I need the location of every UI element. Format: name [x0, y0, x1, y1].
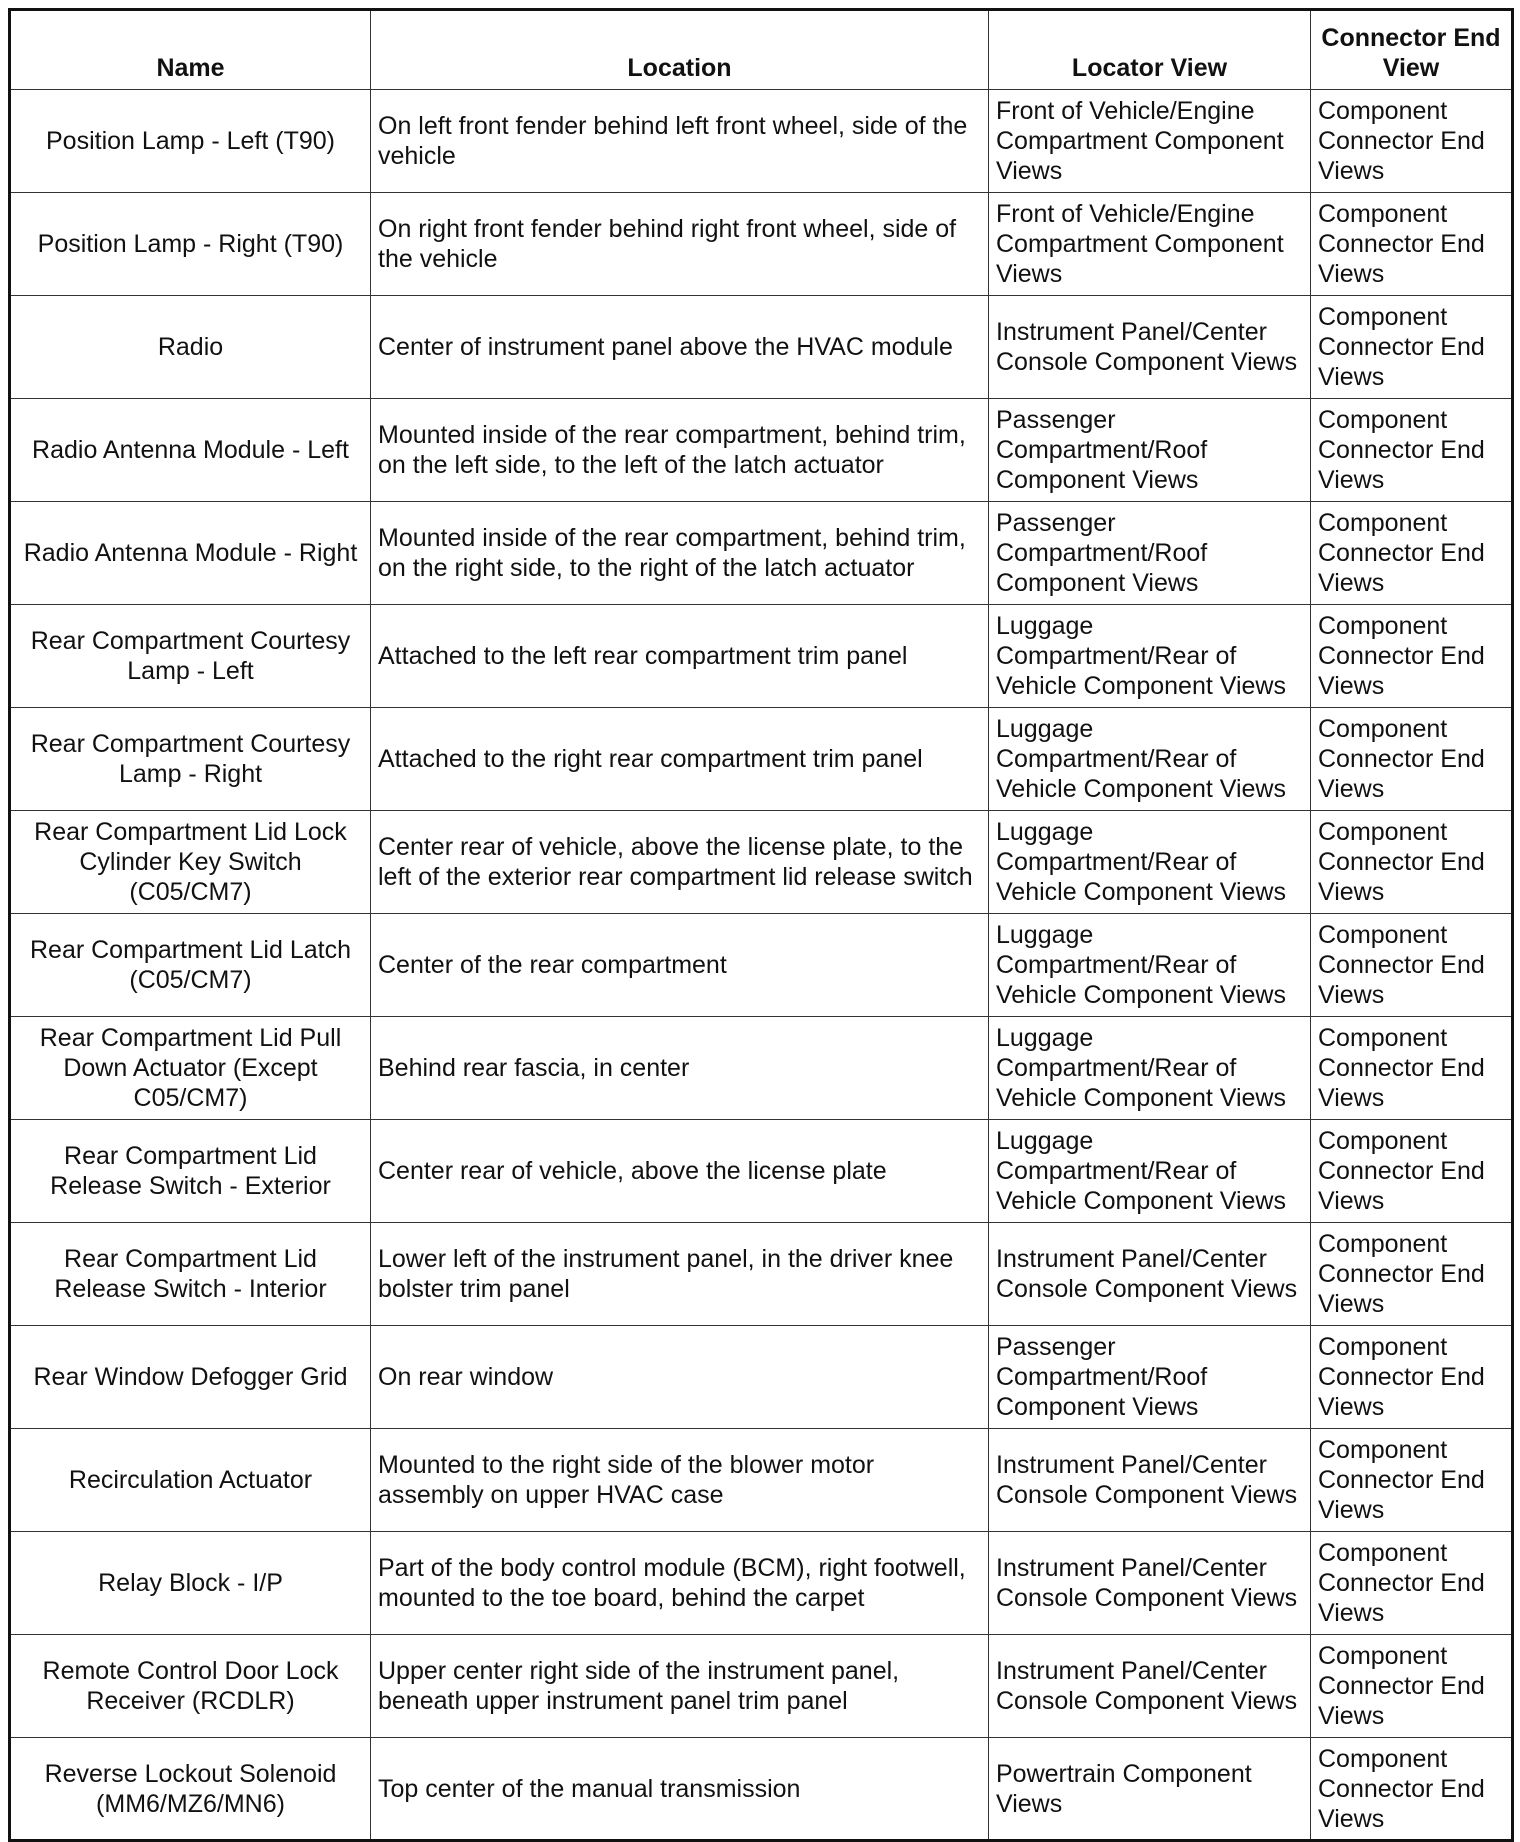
cell-connector-end-view: Component Connector End Views — [1311, 1429, 1513, 1532]
cell-connector-end-view: Component Connector End Views — [1311, 605, 1513, 708]
cell-name: Relay Block - I/P — [10, 1532, 371, 1635]
cell-location: Mounted to the right side of the blower motor assembly on upper HVAC case — [371, 1429, 989, 1532]
cell-connector-end-view: Component Connector End Views — [1311, 193, 1513, 296]
cell-locator-view: Powertrain Component Views — [989, 1738, 1311, 1841]
cell-name: Position Lamp - Right (T90) — [10, 193, 371, 296]
cell-location: Center rear of vehicle, above the license plate — [371, 1120, 989, 1223]
cell-connector-end-view: Component Connector End Views — [1311, 1120, 1513, 1223]
cell-location: Attached to the left rear compartment trim panel — [371, 605, 989, 708]
cell-connector-end-view: Component Connector End Views — [1311, 1738, 1513, 1841]
cell-name: Recirculation Actuator — [10, 1429, 371, 1532]
cell-name: Radio Antenna Module - Right — [10, 502, 371, 605]
cell-location: Top center of the manual transmission — [371, 1738, 989, 1841]
cell-location: On left front fender behind left front wheel, side of the vehicle — [371, 90, 989, 193]
table-row — [10, 914, 1513, 1017]
table-row — [10, 811, 1513, 914]
header-locator-view: Locator View — [989, 10, 1311, 90]
cell-connector-end-view: Component Connector End Views — [1311, 1635, 1513, 1738]
cell-name: Rear Compartment Lid Release Switch - Exterior — [10, 1120, 371, 1223]
cell-location: Mounted inside of the rear compartment, behind trim, on the right side, to the right of the latch actuator — [371, 502, 989, 605]
table-row — [10, 1017, 1513, 1120]
cell-connector-end-view: Component Connector End Views — [1311, 1326, 1513, 1429]
cell-location: Part of the body control module (BCM), right footwell, mounted to the toe board, behind the carpet — [371, 1532, 989, 1635]
cell-location: Mounted inside of the rear compartment, behind trim, on the left side, to the left of the latch actuator — [371, 399, 989, 502]
table-row — [10, 1120, 1513, 1223]
cell-locator-view: Instrument Panel/Center Console Component Views — [989, 1429, 1311, 1532]
component-locator-table — [8, 8, 1514, 1842]
header-connector-end-view: Connector End View — [1311, 10, 1513, 90]
cell-location: Center of the rear compartment — [371, 914, 989, 1017]
cell-locator-view: Passenger Compartment/Roof Component Views — [989, 502, 1311, 605]
cell-locator-view: Instrument Panel/Center Console Component Views — [989, 1223, 1311, 1326]
cell-location: Center rear of vehicle, above the license plate, to the left of the exterior rear compartment lid release switch — [371, 811, 989, 914]
cell-locator-view: Luggage Compartment/Rear of Vehicle Component Views — [989, 605, 1311, 708]
table-row — [10, 1429, 1513, 1532]
cell-connector-end-view: Component Connector End Views — [1311, 90, 1513, 193]
table-row — [10, 605, 1513, 708]
cell-name: Rear Compartment Lid Lock Cylinder Key Switch (C05/CM7) — [10, 811, 371, 914]
cell-connector-end-view: Component Connector End Views — [1311, 399, 1513, 502]
cell-locator-view: Instrument Panel/Center Console Component Views — [989, 296, 1311, 399]
cell-name: Rear Compartment Lid Latch (C05/CM7) — [10, 914, 371, 1017]
cell-connector-end-view: Component Connector End Views — [1311, 708, 1513, 811]
table-row — [10, 708, 1513, 811]
table-row — [10, 90, 1513, 193]
cell-locator-view: Instrument Panel/Center Console Component Views — [989, 1635, 1311, 1738]
header-row — [10, 10, 1513, 90]
cell-name: Radio — [10, 296, 371, 399]
cell-connector-end-view: Component Connector End Views — [1311, 1017, 1513, 1120]
cell-locator-view: Luggage Compartment/Rear of Vehicle Component Views — [989, 1120, 1311, 1223]
cell-locator-view: Passenger Compartment/Roof Component Views — [989, 399, 1311, 502]
cell-locator-view: Passenger Compartment/Roof Component Views — [989, 1326, 1311, 1429]
cell-locator-view: Front of Vehicle/Engine Compartment Component Views — [989, 193, 1311, 296]
cell-locator-view: Front of Vehicle/Engine Compartment Component Views — [989, 90, 1311, 193]
cell-name: Remote Control Door Lock Receiver (RCDLR) — [10, 1635, 371, 1738]
cell-location: Behind rear fascia, in center — [371, 1017, 989, 1120]
cell-location: On right front fender behind right front wheel, side of the vehicle — [371, 193, 989, 296]
cell-name: Radio Antenna Module - Left — [10, 399, 371, 502]
cell-connector-end-view: Component Connector End Views — [1311, 296, 1513, 399]
cell-location: Attached to the right rear compartment trim panel — [371, 708, 989, 811]
table-row — [10, 1326, 1513, 1429]
cell-location: Center of instrument panel above the HVAC module — [371, 296, 989, 399]
cell-name: Position Lamp - Left (T90) — [10, 90, 371, 193]
cell-name: Rear Window Defogger Grid — [10, 1326, 371, 1429]
table-row — [10, 1635, 1513, 1738]
cell-connector-end-view: Component Connector End Views — [1311, 914, 1513, 1017]
cell-locator-view: Instrument Panel/Center Console Component Views — [989, 1532, 1311, 1635]
cell-name: Rear Compartment Courtesy Lamp - Left — [10, 605, 371, 708]
cell-name: Rear Compartment Courtesy Lamp - Right — [10, 708, 371, 811]
header-location: Location — [371, 10, 989, 90]
table-row — [10, 1738, 1513, 1841]
cell-location: Lower left of the instrument panel, in the driver knee bolster trim panel — [371, 1223, 989, 1326]
cell-name: Rear Compartment Lid Release Switch - Interior — [10, 1223, 371, 1326]
cell-connector-end-view: Component Connector End Views — [1311, 1223, 1513, 1326]
cell-locator-view: Luggage Compartment/Rear of Vehicle Component Views — [989, 1017, 1311, 1120]
cell-name: Rear Compartment Lid Pull Down Actuator (Except C05/CM7) — [10, 1017, 371, 1120]
cell-connector-end-view: Component Connector End Views — [1311, 811, 1513, 914]
cell-name: Reverse Lockout Solenoid (MM6/MZ6/MN6) — [10, 1738, 371, 1841]
table-row — [10, 193, 1513, 296]
cell-locator-view: Luggage Compartment/Rear of Vehicle Component Views — [989, 914, 1311, 1017]
cell-location: On rear window — [371, 1326, 989, 1429]
cell-locator-view: Luggage Compartment/Rear of Vehicle Component Views — [989, 708, 1311, 811]
table-row — [10, 1532, 1513, 1635]
cell-connector-end-view: Component Connector End Views — [1311, 1532, 1513, 1635]
table-row — [10, 1223, 1513, 1326]
table-row — [10, 296, 1513, 399]
table-row — [10, 502, 1513, 605]
header-name: Name — [10, 10, 371, 90]
cell-locator-view: Luggage Compartment/Rear of Vehicle Component Views — [989, 811, 1311, 914]
cell-connector-end-view: Component Connector End Views — [1311, 502, 1513, 605]
table-row — [10, 399, 1513, 502]
cell-location: Upper center right side of the instrument panel, beneath upper instrument panel trim panel — [371, 1635, 989, 1738]
